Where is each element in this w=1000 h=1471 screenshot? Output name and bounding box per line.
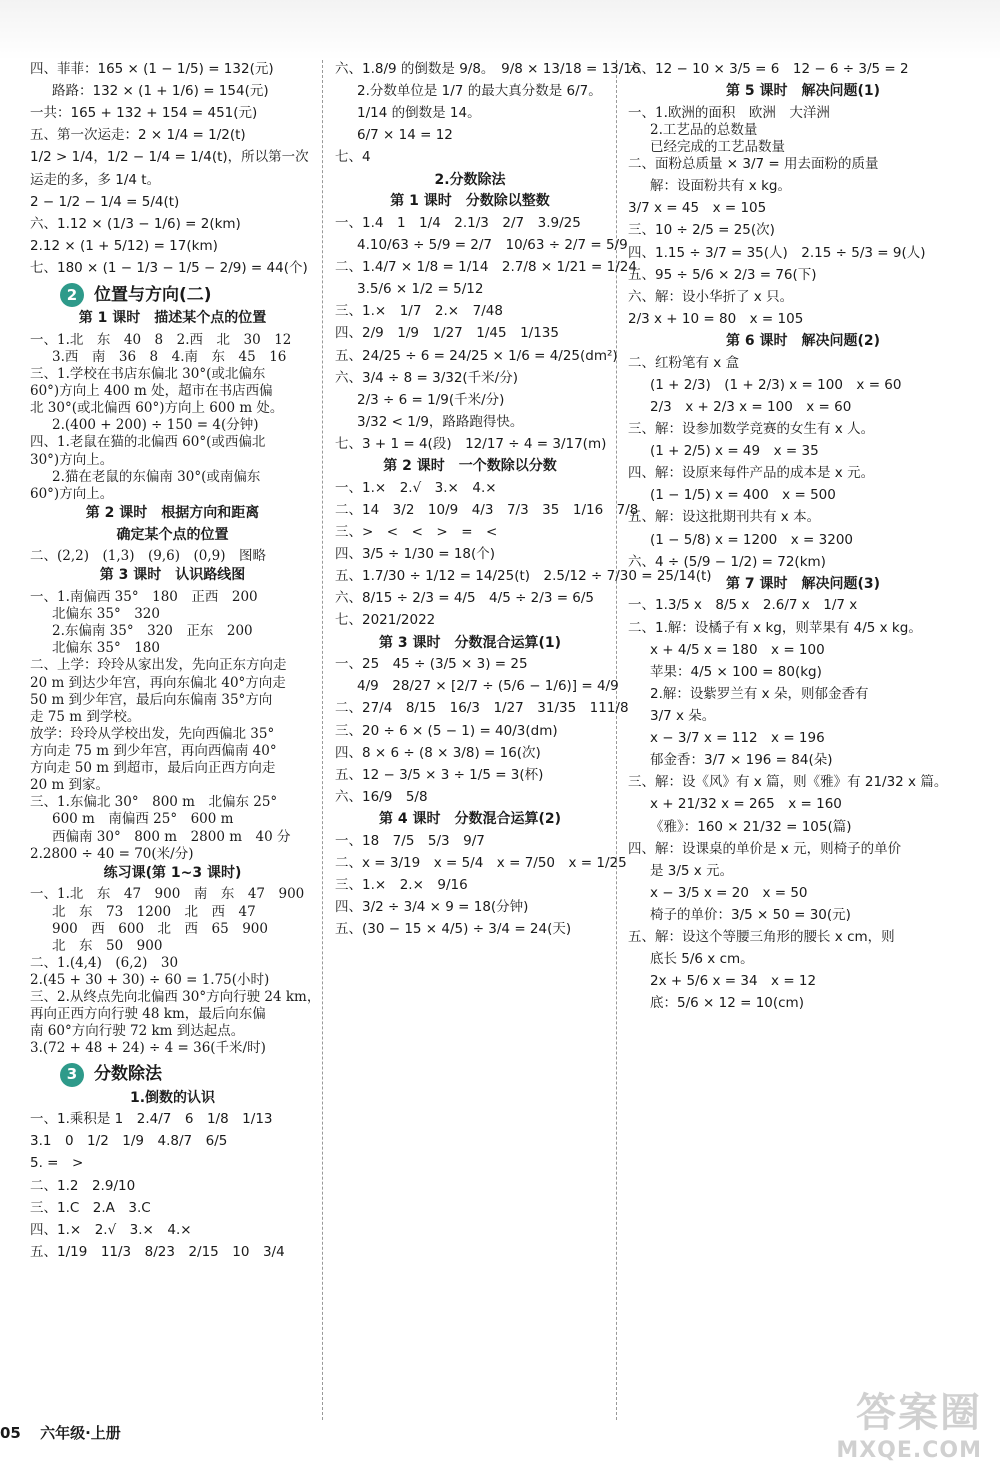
answer-line: (1 + 2/5) x = 49 x = 35 <box>650 443 819 460</box>
answer-line: 底：5/6 × 12 = 10(cm) <box>650 995 804 1012</box>
answer-line: 苹果：4/5 × 100 = 80(kg) <box>650 663 822 680</box>
lesson-title: 第 6 课时 解决问题(2) <box>725 332 881 349</box>
answer-block <box>335 832 627 938</box>
answer-line: 《雅》：160 × 21/32 = 105(篇) <box>650 818 852 835</box>
answer-line: 2x + 5/6 x = 34 x = 12 <box>650 973 817 990</box>
page-footer <box>0 1422 121 1443</box>
answer-line: 三、10 ÷ 2/5 = 25(次) <box>628 222 775 239</box>
answer-block <box>30 333 315 502</box>
page-number: 05 <box>0 1424 21 1442</box>
lesson-title: 第 5 课时 解决问题(1) <box>725 83 881 100</box>
answer-line: 五、24/25 ÷ 6 = 24/25 × 1/6 = 4/25(dm²) <box>335 347 618 364</box>
answer-line: 4.10/63 ÷ 5/9 = 2/7 10/63 ÷ 2/7 = 5/9 <box>357 237 628 253</box>
answer-line: 2.(400 + 200) ÷ 150 = 4(分钟) <box>52 417 259 434</box>
answer-line: 3.(72 + 48 + 24) ÷ 4 = 36(千米/时) <box>30 1040 266 1057</box>
answer-line: 五、(30 − 15 × 4/5) ÷ 3/4 = 24(天) <box>335 921 572 938</box>
answer-line: 放学：玲玲从学校出发，先向西偏北 35° <box>30 725 275 742</box>
answer-line: 五、解：设这批期刊共有 x 本。 <box>628 509 821 526</box>
answer-line: 西偏南 30° 800 m 2800 m 40 分 <box>52 828 291 845</box>
answer-block <box>30 62 315 276</box>
column-3 <box>628 62 978 1422</box>
unit-number-badge: 2 <box>60 283 84 307</box>
answer-line: 五、解：设这个等腰三角形的腰长 x cm，则 <box>628 929 895 946</box>
answer-line: x + 21/32 x = 265 x = 160 <box>650 796 842 813</box>
lesson-title: 第 3 课时 分数混合运算(1) <box>378 634 562 651</box>
answer-line: 六、解：设小华折了 x 只。 <box>628 288 794 305</box>
answer-line: 30°)方向上。 <box>30 451 114 468</box>
answer-line: 七、2021/2022 <box>335 612 436 629</box>
answer-line: 五、95 ÷ 5/6 × 2/3 = 76(下) <box>628 266 817 283</box>
answer-line: 二、面粉总质量 × 3/7 = 用去面粉的质量 <box>628 156 879 173</box>
answer-line: 二、1.2 2.9/10 <box>30 1177 136 1194</box>
answer-line: 四、解：设课桌的单价是 x 元，则椅子的单价 <box>628 840 902 857</box>
answer-line: 是 3/5 x 元。 <box>650 862 734 879</box>
section-title: 1.倒数的认识 <box>129 1089 216 1106</box>
answer-block <box>30 1112 315 1260</box>
answer-line: 一、1.3/5 x 8/5 x 2.6/7 x 1/7 x <box>628 597 858 614</box>
answer-line: 四、3/5 ÷ 1/30 = 18(个) <box>335 546 496 563</box>
answer-line: 北偏东 35° 180 <box>52 640 160 657</box>
answer-line: 一、18 7/5 5/3 9/7 <box>335 832 485 849</box>
answer-line: 四、1.15 ÷ 3/7 = 35(人) 2.15 ÷ 5/3 = 9(人) <box>628 244 926 261</box>
unit-number-badge: 3 <box>60 1063 84 1087</box>
lesson-title: 第 1 课时 分数除以整数 <box>390 193 550 210</box>
answer-line: x + 4/5 x = 180 x = 100 <box>650 641 825 658</box>
answer-line: 再向正西方向行驶 48 km，最后向东偏 <box>30 1006 266 1023</box>
answer-line: 二、上学：玲玲从家出发，先向正东方向走 <box>30 657 287 674</box>
answer-line: 6/7 × 14 = 12 <box>357 127 453 144</box>
unit-title: 位置与方向(二) <box>94 284 212 305</box>
answer-line: 二、1.(4,4) (6,2) 30 <box>30 954 179 971</box>
answer-line: 2/3 ÷ 6 = 1/9(千米/分) <box>357 391 505 408</box>
watermark-url: MXQE.COM <box>836 1438 982 1463</box>
answer-line: 三、1.C 2.A 3.C <box>30 1199 151 1216</box>
answer-line: 20 m 到家。 <box>30 777 110 794</box>
column-1 <box>30 61 321 1422</box>
answer-line: 六、12 − 10 × 3/5 = 6 12 − 6 ÷ 3/5 = 2 <box>628 61 909 77</box>
answer-line: 四、3/2 ÷ 3/4 × 9 = 18(分钟) <box>335 898 529 915</box>
lesson-title: 第 1 课时 描述某个点的位置 <box>78 310 267 327</box>
answer-line: 方向走 50 m 到超市，最后向正西方向走 <box>30 760 276 777</box>
answer-line: 五、第一次运走：2 × 1/4 = 1/2(t) <box>30 127 246 144</box>
answer-line: 2.工艺品的总数量 <box>650 121 758 138</box>
answer-line: 3.5/6 × 1/2 = 5/12 <box>357 281 484 298</box>
answer-line: 二、红粉笔有 x 盒 <box>628 354 740 371</box>
answer-line: 600 m 南偏西 25° 600 m <box>52 811 234 828</box>
answer-line: 4/9 28/27 × [2/7 ÷ (5/6 − 1/6)] = 4/9 <box>357 678 619 695</box>
answer-line: 一、25 45 ÷ (3/5 × 3) = 25 <box>335 656 528 673</box>
answer-line: 3.西 南 36 8 4.南 东 45 16 <box>52 348 287 365</box>
answer-line: 六、1.8/9 的倒数是 9/8。 9/8 × 13/18 = 13/16 <box>335 61 641 77</box>
answer-line: 二、27/4 8/15 16/3 1/27 31/35 111/8 <box>335 700 629 717</box>
answer-line: 2.解：设紫罗兰有 x 朵，则郁金香有 <box>650 685 869 702</box>
lesson-title: 确定某个点的位置 <box>116 526 229 543</box>
answer-line: 一、1.欧洲的面积 欧洲 大洋洲 <box>628 104 830 121</box>
answer-line: 六、4 ÷ (5/9 − 1/2) = 72(km) <box>628 553 826 570</box>
answer-line: 5. = > <box>30 1155 84 1172</box>
grade-label: 六年级·上册 <box>40 1424 121 1442</box>
answer-line: 2.12 × (1 + 5/12) = 17(km) <box>30 237 218 254</box>
answer-line: x − 3/5 x = 20 x = 50 <box>650 884 808 901</box>
answer-line: 一、1.北 东 47 900 南 东 47 900 <box>30 886 305 903</box>
answer-line: 路路：132 × (1 + 1/6) = 154(元) <box>52 83 269 100</box>
answer-line: 3/7 x 朵。 <box>650 707 716 724</box>
answer-line: 一、1.北 东 40 8 2.西 北 30 12 <box>30 331 292 348</box>
answer-line: 1/2 > 1/4，1/2 − 1/4 = 1/4(t)，所以第一次 <box>30 149 309 166</box>
lesson-title: 练习课(第 1~3 课时) <box>103 864 242 881</box>
answer-line: 50 m 到少年宫，最后向东偏南 35°方向 <box>30 691 273 708</box>
answer-line: 2/3 x + 2/3 x = 100 x = 60 <box>650 398 852 415</box>
unit-heading <box>60 1063 315 1087</box>
answer-line: (1 − 5/8) x = 1200 x = 3200 <box>650 531 854 548</box>
answer-line: 五、1.7/30 ÷ 1/12 = 14/25(t) 2.5/12 ÷ 7/30 = 25/14(t) <box>335 568 712 585</box>
answer-line: 2.分数单位是 1/7 的最大真分数是 6/7。 <box>357 83 602 100</box>
answer-line: 四、8 × 6 ÷ (8 × 3/8) = 16(次) <box>335 744 541 761</box>
answer-line: 五、12 − 3/5 × 3 ÷ 1/5 = 3(杯) <box>335 766 544 783</box>
section-title: 2.分数除法 <box>434 171 506 188</box>
answer-line: 二、1.解：设橘子有 x kg，则苹果有 4/5 x kg。 <box>628 619 922 636</box>
unit-title: 分数除法 <box>94 1063 162 1084</box>
column-divider <box>322 60 323 1420</box>
answer-line: 椅子的单价：3/5 × 50 = 30(元) <box>650 906 851 923</box>
answer-line: 五、1/19 11/3 8/23 2/15 10 3/4 <box>30 1243 285 1260</box>
answer-line: 二、1.4/7 × 1/8 = 1/14 2.7/8 × 1/21 = 1/24 <box>335 259 637 276</box>
answer-line: 三、解：设《风》有 x 篇，则《雅》有 21/32 x 篇。 <box>628 774 948 791</box>
answer-line: 三、解：设参加数学竞赛的女生有 x 人。 <box>628 420 875 437</box>
answer-line: 六、1.12 × (1/3 − 1/6) = 2(km) <box>30 215 241 232</box>
answer-line: (1 − 1/5) x = 400 x = 500 <box>650 487 836 504</box>
answer-line: 三、1.学校在书店东偏北 30°(或北偏东 <box>30 365 266 382</box>
answer-line: 走 75 m 到学校。 <box>30 708 141 725</box>
answer-block <box>335 61 641 166</box>
answer-line: 四、2/9 1/9 1/27 1/45 1/135 <box>335 325 559 342</box>
answer-line: 三、2.从终点先向北偏西 30°方向行驶 24 km， <box>30 989 321 1006</box>
answer-line: 郁金香：3/7 × 196 = 84(朵) <box>650 752 833 769</box>
answer-block <box>628 356 978 570</box>
lesson-title: 第 7 课时 解决问题(3) <box>725 575 881 592</box>
answer-block <box>335 479 712 629</box>
answer-line: 六、16/9 5/8 <box>335 788 428 805</box>
answer-line: 北 东 50 900 <box>52 937 163 954</box>
answer-line: 1/14 的倒数是 14。 <box>357 105 481 122</box>
answer-block <box>628 106 978 327</box>
answer-line: 三、> < < > = < <box>335 523 498 540</box>
lesson-title: 第 2 课时 一个数除以分数 <box>383 458 557 475</box>
answer-line: 三、1.东偏北 30° 800 m 北偏东 25° <box>30 794 278 811</box>
answer-line: 四、1.× 2.√ 3.× 4.× <box>30 1221 192 1238</box>
answer-line: 北偏东 35° 320 <box>52 606 160 623</box>
answer-line: 三、1.× 1/7 2.× 7/48 <box>335 303 503 320</box>
answer-block <box>628 598 978 1011</box>
answer-line: 三、20 ÷ 6 × (5 − 1) = 40/3(dm) <box>335 722 558 739</box>
answer-line: 南 60°方向行驶 72 km 到达起点。 <box>30 1023 245 1040</box>
answer-line: 四、菲菲：165 × (1 − 1/5) = 132(元) <box>30 61 274 77</box>
answer-line: 一共：165 + 132 + 154 = 451(元) <box>30 105 258 122</box>
answer-line: 2.2800 ÷ 40 = 70(米/分) <box>30 845 194 862</box>
answer-line: 一、1.南偏西 35° 180 正西 200 <box>30 588 258 605</box>
answer-line: 900 西 600 北 西 65 900 <box>52 920 268 937</box>
unit-heading <box>60 283 315 307</box>
lesson-title: 第 4 课时 分数混合运算(2) <box>378 810 562 827</box>
answer-line: 2.猫在老鼠的东偏南 30°(或南偏东 <box>52 468 261 485</box>
answer-line: 二、(2,2) (1,3) (9,6) (0,9) 图略 <box>30 548 267 565</box>
answer-line: 解：设面粉共有 x kg。 <box>650 178 791 195</box>
lesson-title: 第 3 课时 认识路线图 <box>99 567 246 584</box>
answer-line: 北 30°(或北偏西 60°)方向上 600 m 处。 <box>30 400 284 417</box>
watermark-text: 答案圈 <box>856 1390 982 1436</box>
answer-line: 四、1.老鼠在猫的北偏西 60°(或西偏北 <box>30 434 266 451</box>
lesson-title: 第 2 课时 根据方向和距离 <box>85 504 260 521</box>
answer-line: 七、4 <box>335 149 371 166</box>
answer-line: 六、3/4 ÷ 8 = 3/32(千米/分) <box>335 369 519 386</box>
answer-line: 底长 5/6 x cm。 <box>650 951 754 968</box>
answer-line: 2.东偏南 35° 320 正东 200 <box>52 623 253 640</box>
answer-line: 3/7 x = 45 x = 105 <box>628 200 767 217</box>
answer-block <box>30 590 315 862</box>
answer-line: 20 m 到达少年宫，再向东偏北 40°方向走 <box>30 674 286 691</box>
answer-line: 一、1.4 1 1/4 2.1/3 2/7 3.9/25 <box>335 214 581 231</box>
answer-line: 一、1.乘积是 1 2.4/7 6 1/8 1/13 <box>30 1111 273 1128</box>
answer-line: 60°)方向上 400 m 处，超市在书店西偏 <box>30 383 273 400</box>
answer-line: 方向走 75 m 到少年宫，再向西偏南 40° <box>30 742 277 759</box>
answer-line: 60°)方向上。 <box>30 485 114 502</box>
answer-line: 2 − 1/2 − 1/4 = 5/4(t) <box>30 193 180 210</box>
answer-line: x − 3/7 x = 112 x = 196 <box>650 730 825 747</box>
answer-block <box>335 656 629 805</box>
answer-line: 七、3 + 1 = 4(段) 12/17 ÷ 4 = 3/17(m) <box>335 435 607 452</box>
answer-block <box>335 214 637 452</box>
answer-line: 一、1.× 2.√ 3.× 4.× <box>335 479 497 496</box>
answer-line: 六、8/15 ÷ 2/3 = 4/5 4/5 ÷ 2/3 = 6/5 <box>335 590 595 607</box>
answer-line: (1 + 2/3) (1 + 2/3) x = 100 x = 60 <box>650 376 902 393</box>
answer-line: 二、14 3/2 10/9 4/3 7/3 35 1/16 7/8 <box>335 501 639 518</box>
watermark <box>836 1381 982 1463</box>
answer-line: 北 东 73 1200 北 西 47 <box>52 903 256 920</box>
answer-line: 运走的多，多 1/4 t。 <box>30 171 161 188</box>
answer-line: 3.1 0 1/2 1/9 4.8/7 6/5 <box>30 1133 228 1150</box>
answer-line: 2/3 x + 10 = 80 x = 105 <box>628 310 804 327</box>
answer-line: 3/32 < 1/9，路路跑得快。 <box>357 413 524 430</box>
answer-line: 三、1.× 2.× 9/16 <box>335 876 468 893</box>
answer-line: 已经完成的工艺品数量 <box>650 139 785 155</box>
answer-line: 2.(45 + 30 + 30) ÷ 60 = 1.75(小时) <box>30 971 270 988</box>
answer-line: 二、x = 3/19 x = 5/4 x = 7/50 x = 1/25 <box>335 854 627 871</box>
answer-line: 七、180 × (1 − 1/3 − 1/5 − 2/9) = 44(个) <box>30 259 308 276</box>
answer-line: 四、解：设原来每件产品的成本是 x 元。 <box>628 465 875 482</box>
answer-block <box>30 886 321 1057</box>
